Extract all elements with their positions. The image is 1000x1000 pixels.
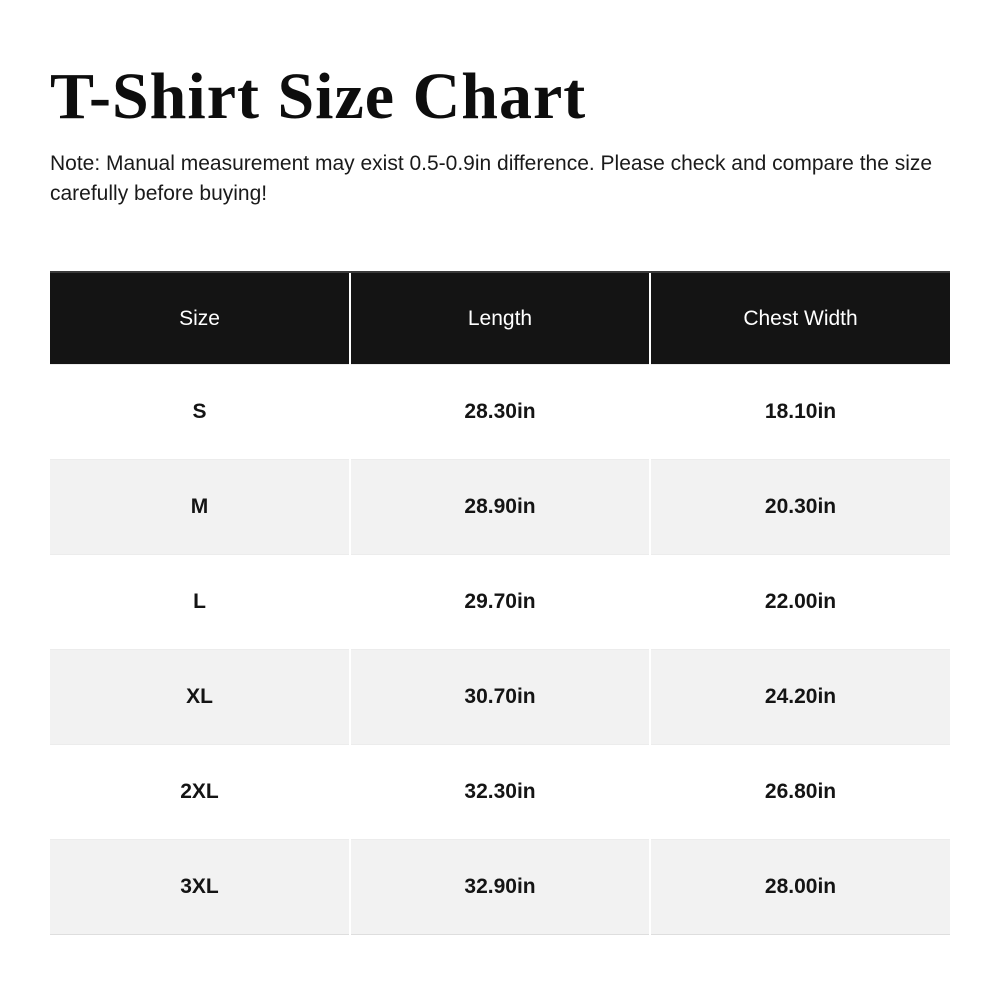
size-cell: XL <box>50 649 350 744</box>
table-row-s <box>50 364 950 459</box>
size-chart-table <box>50 271 950 935</box>
length-cell: 28.30in <box>350 364 650 459</box>
table-row-m <box>50 459 950 554</box>
length-cell: 28.90in <box>350 459 650 554</box>
size-cell: 2XL <box>50 744 350 839</box>
chest-width-cell: 24.20in <box>650 649 950 744</box>
length-cell: 30.70in <box>350 649 650 744</box>
column-header-chest-width: Chest Width <box>650 272 950 364</box>
chest-width-cell: 28.00in <box>650 839 950 934</box>
measurement-note: Note: Manual measurement may exist 0.5-0.9in difference. Please check and compare the size carefully before buying! <box>50 152 933 206</box>
chest-width-cell: 26.80in <box>650 744 950 839</box>
length-cell: 32.30in <box>350 744 650 839</box>
table-row-3xl <box>50 839 950 934</box>
size-cell: M <box>50 459 350 554</box>
column-header-size: Size <box>50 272 350 364</box>
chest-width-cell: 22.00in <box>650 554 950 649</box>
size-cell: S <box>50 364 350 459</box>
chest-width-cell: 20.30in <box>650 459 950 554</box>
size-chart-header <box>50 272 950 364</box>
size-cell: L <box>50 554 350 649</box>
length-cell: 29.70in <box>350 554 650 649</box>
size-chart-body <box>50 364 950 934</box>
header-row <box>50 272 950 364</box>
table-row-xl <box>50 649 950 744</box>
column-header-length: Length <box>350 272 650 364</box>
table-row-l <box>50 554 950 649</box>
size-cell: 3XL <box>50 839 350 934</box>
page-title: T-Shirt Size Chart <box>50 60 587 133</box>
chest-width-cell: 18.10in <box>650 364 950 459</box>
length-cell: 32.90in <box>350 839 650 934</box>
table-row-2xl <box>50 744 950 839</box>
